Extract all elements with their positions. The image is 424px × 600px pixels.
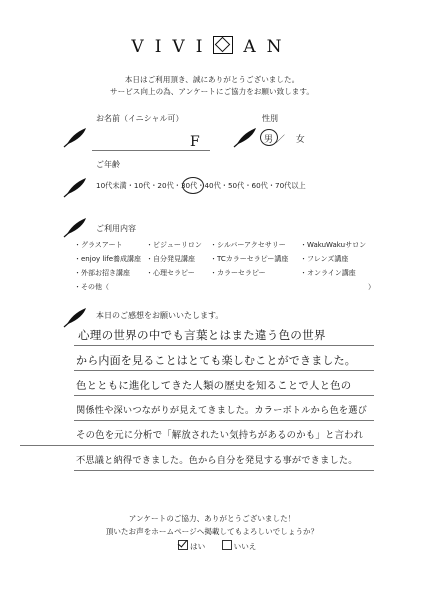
service-item: ・シルバーアクセサリー <box>210 241 286 249</box>
closing-line-1: アンケートのご協力、ありがとうございました！ <box>128 514 296 523</box>
closing-text <box>0 512 424 538</box>
impression-rule <box>74 470 374 471</box>
gender-male[interactable]: 男 <box>264 135 274 145</box>
service-item: ・WakuWakuサロン <box>300 241 367 249</box>
brand-logo <box>0 36 424 57</box>
quill-pen-icon <box>232 126 258 148</box>
service-item: ・カラーセラピー <box>210 269 266 277</box>
service-item: ・グラスアート <box>74 241 123 249</box>
services-label: ご利用内容 <box>96 224 136 233</box>
gender-selected-circle <box>260 129 278 146</box>
age-selected-circle <box>182 177 204 194</box>
brand-left: VIVI <box>131 37 214 57</box>
name-value: F <box>190 134 200 150</box>
consent-yes-checkbox[interactable] <box>178 540 188 550</box>
service-item: ・オンライン講座 <box>300 269 356 277</box>
age-options: 10代未満・10代・20代・30代・40代・50代・60代・70代以上 <box>96 181 306 190</box>
quill-pen-icon <box>62 306 88 328</box>
service-item: ・自分発見講座 <box>146 255 195 263</box>
impression-line: その色を元に分析で「解放されたい気持ちがあるのかも」と言われ <box>76 430 364 441</box>
service-item: ・TCカラーセラピー講座 <box>210 255 289 263</box>
service-item: ・enjoy life養成講座 <box>74 255 141 263</box>
service-other: ・その他（ <box>74 283 109 291</box>
gender-label: 性別 <box>262 114 278 123</box>
consent-no-label: いいえ <box>233 542 257 551</box>
name-underline <box>92 150 210 151</box>
intro-line-1: 本日はご利用頂き、誠にありがとうございました。 <box>124 75 300 84</box>
quill-pen-icon <box>62 216 88 238</box>
impressions-label: 本日のご感想をお願いいたします。 <box>96 311 224 320</box>
impression-line: 関係性や深いつながりが見えてきました。カラーボトルから色を選び <box>76 405 368 416</box>
quill-pen-icon <box>62 176 88 198</box>
intro-line-2: サービス向上の為、アンケートにご協力をお願い致します。 <box>110 87 314 96</box>
quill-pen-icon <box>62 126 88 148</box>
age-label: ご年齢 <box>96 160 120 169</box>
publish-consent <box>178 540 256 552</box>
gender-female[interactable]: 女 <box>295 135 305 145</box>
impression-line: 不思議と納得できました。色から自分を発見する事ができました。 <box>76 455 358 466</box>
consent-no-checkbox[interactable] <box>222 540 232 550</box>
service-item: ・心理セラピー <box>146 269 195 277</box>
service-other-close: ） <box>368 283 375 291</box>
service-item: ・外部お招き講座 <box>74 269 130 277</box>
intro-text <box>0 74 424 98</box>
service-item: ・フレンズ講座 <box>300 255 349 263</box>
impression-rule <box>74 420 374 421</box>
impression-rule <box>74 395 374 396</box>
impression-rule <box>74 345 374 346</box>
closing-line-2: 頂いたお声をホームページへ掲載してもよろしいでしょうか？ <box>105 527 319 536</box>
impression-rule <box>20 445 374 446</box>
impression-line: 色とともに進化してきた人類の歴史を知ることで人と色の <box>76 380 352 392</box>
brand-mark-icon <box>213 36 233 54</box>
impression-line: から内面を見ることはとても楽しむことができました。 <box>76 354 356 367</box>
impression-line: 心理の世界の中でも言葉とはまた違う色の世界 <box>78 328 326 342</box>
service-item: ・ビジューリロン <box>146 241 202 249</box>
impression-rule <box>74 370 374 371</box>
name-label: お名前（イニシャル可） <box>96 114 184 123</box>
gender-separator: ／ <box>275 135 285 145</box>
brand-right: AN <box>243 37 293 57</box>
consent-yes-label: はい <box>190 542 206 551</box>
